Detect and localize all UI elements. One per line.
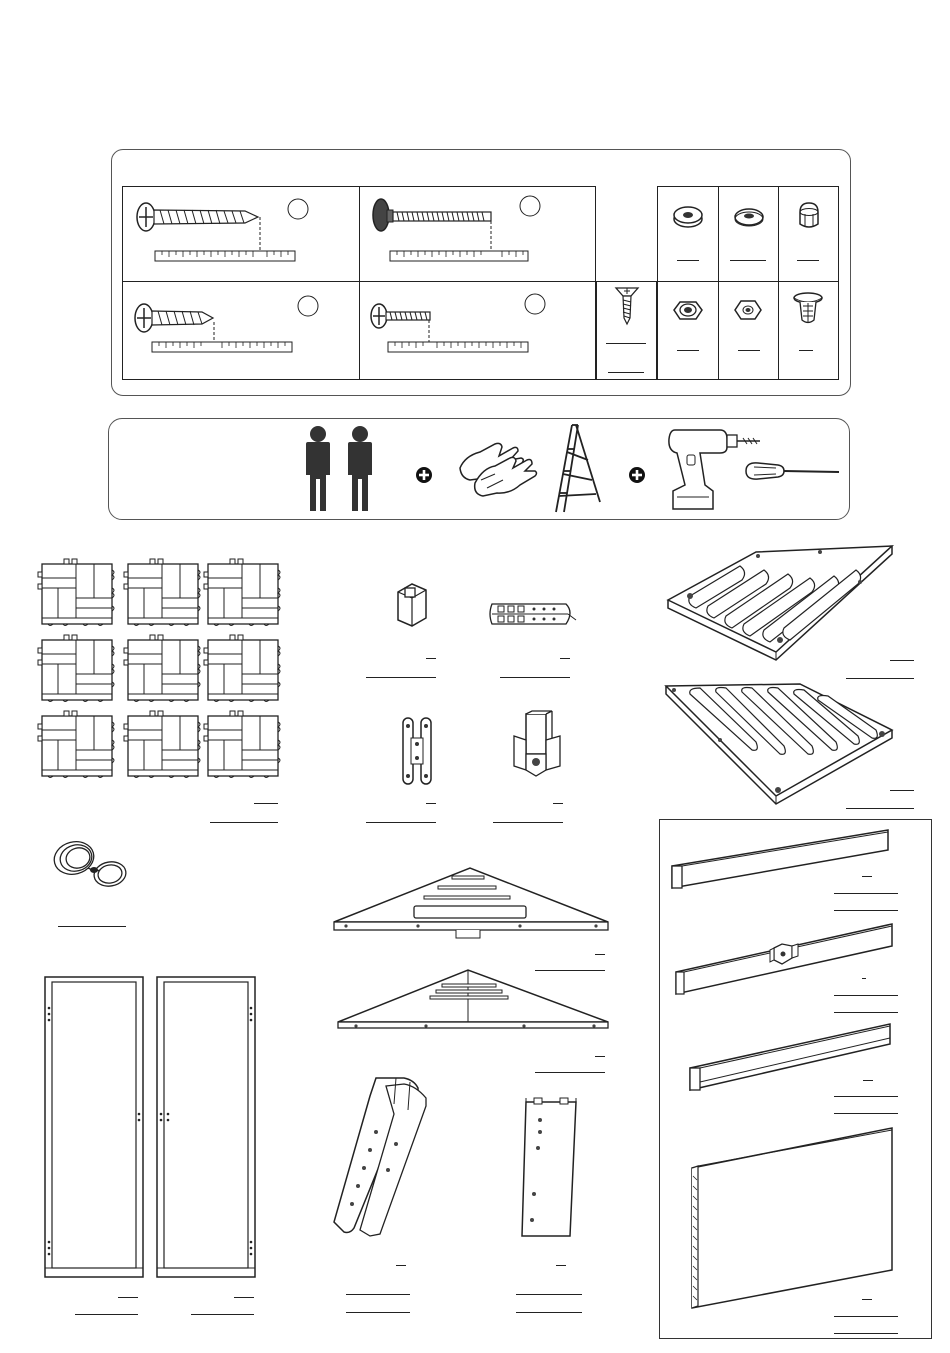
door-left-code-line	[75, 1314, 138, 1315]
gable-front-icon	[330, 864, 612, 944]
connector-strip-qty-line	[560, 658, 570, 659]
wall-panel-qty-line	[862, 1299, 872, 1300]
corner-post-code-line-1	[346, 1294, 410, 1295]
wall-panel-code-line-2	[834, 1333, 898, 1334]
beam-channel-code-line-1	[834, 1096, 898, 1097]
connector-strip-code-line	[500, 677, 570, 678]
step-ladder-icon	[552, 422, 604, 514]
wall-panel-icon	[688, 1124, 898, 1314]
wall-panel-code-line-1	[834, 1316, 898, 1317]
cap-nut-qty-line	[797, 260, 819, 261]
roof-panel-left-qty-line	[890, 660, 914, 661]
post-base-code-line	[493, 822, 563, 823]
roof-panel-right-qty-line	[890, 790, 914, 791]
beam-channel-icon	[686, 1020, 896, 1100]
gable-rear-icon	[334, 966, 612, 1038]
corner-bracket-qty-line	[426, 658, 436, 659]
small-pan-head-screw-icon	[365, 292, 590, 367]
door-right-qty-line	[234, 1297, 254, 1298]
mounting-plate-code-line-1	[516, 1294, 582, 1295]
corner-post-icon	[330, 1074, 438, 1242]
beam-plain-qty-line	[862, 876, 872, 877]
pan-head-wood-screw-icon	[130, 195, 355, 270]
roof-panel-left-code-line	[846, 678, 914, 679]
roof-panel-right-code-line	[846, 808, 914, 809]
flat-washer-icon	[670, 202, 706, 232]
corner-post-code-line-2	[346, 1312, 410, 1313]
thin-washer-icon	[731, 202, 767, 232]
beam-with-bracket-code-line-1	[834, 995, 898, 996]
plus-icon	[628, 466, 646, 484]
push-rivet-icon	[791, 290, 825, 328]
door-left-qty-line	[118, 1297, 138, 1298]
corner-bracket-code-line	[366, 677, 436, 678]
gable-front-qty-line	[595, 954, 605, 955]
door-hinge-qty-line	[426, 803, 436, 804]
door-left-icon	[44, 976, 146, 1280]
lock-nut-icon	[672, 296, 704, 326]
beam-plain-code-line-1	[834, 893, 898, 894]
corner-post-qty-line	[396, 1265, 406, 1266]
push-rivet-qty-line	[799, 350, 813, 351]
door-hinge-icon	[397, 714, 437, 789]
rope-coil-code-line	[58, 926, 126, 927]
screwdriver-icon	[742, 458, 842, 484]
beam-plain-code-line-2	[834, 910, 898, 911]
thin-washer-qty-line	[730, 260, 766, 261]
countersunk-code-line	[608, 372, 644, 373]
beam-plain-icon	[668, 826, 893, 892]
connector-strip-icon	[488, 600, 578, 630]
floor-tile-qty-line	[254, 803, 278, 804]
corner-bracket-icon	[392, 580, 432, 630]
beam-channel-code-line-2	[834, 1113, 898, 1114]
roof-panel-left-icon	[660, 542, 900, 667]
beam-with-bracket-code-line-2	[834, 1012, 898, 1013]
beam-channel-qty-line	[863, 1080, 873, 1081]
door-right-code-line	[191, 1314, 254, 1315]
door-hinge-code-line	[366, 822, 436, 823]
plus-icon	[415, 466, 433, 484]
gable-rear-qty-line	[595, 1056, 605, 1057]
roof-panel-right-icon	[660, 680, 900, 805]
work-gloves-icon	[455, 438, 540, 503]
hex-nut-qty-line	[738, 350, 760, 351]
two-people-icon	[298, 425, 380, 515]
lock-nut-qty-line	[677, 350, 699, 351]
rope-coil-icon	[48, 836, 134, 896]
door-right-icon	[156, 976, 258, 1280]
pan-head-tapping-screw-icon	[130, 292, 355, 367]
post-base-qty-line	[553, 803, 563, 804]
floor-tile-code-line	[210, 822, 278, 823]
washer-head-bolt-icon	[365, 195, 590, 270]
beam-with-bracket-icon	[672, 920, 897, 1000]
fitting-cell-1	[657, 186, 719, 282]
mounting-plate-code-line-2	[516, 1312, 582, 1313]
mounting-plate-icon	[518, 1096, 580, 1242]
cap-nut-icon	[793, 200, 825, 234]
post-base-bracket-icon	[506, 710, 568, 780]
gable-rear-code-line	[535, 1072, 605, 1073]
fitting-cell-2	[718, 186, 779, 282]
countersunk-qty-line	[606, 343, 646, 344]
hex-nut-icon	[733, 296, 763, 326]
floor-tile-grid-icon	[36, 556, 286, 786]
beam-with-bracket-qty-line	[862, 978, 866, 979]
countersunk-screw-icon	[610, 286, 645, 331]
mounting-plate-qty-line	[556, 1265, 566, 1266]
flat-washer-qty-line	[677, 260, 699, 261]
